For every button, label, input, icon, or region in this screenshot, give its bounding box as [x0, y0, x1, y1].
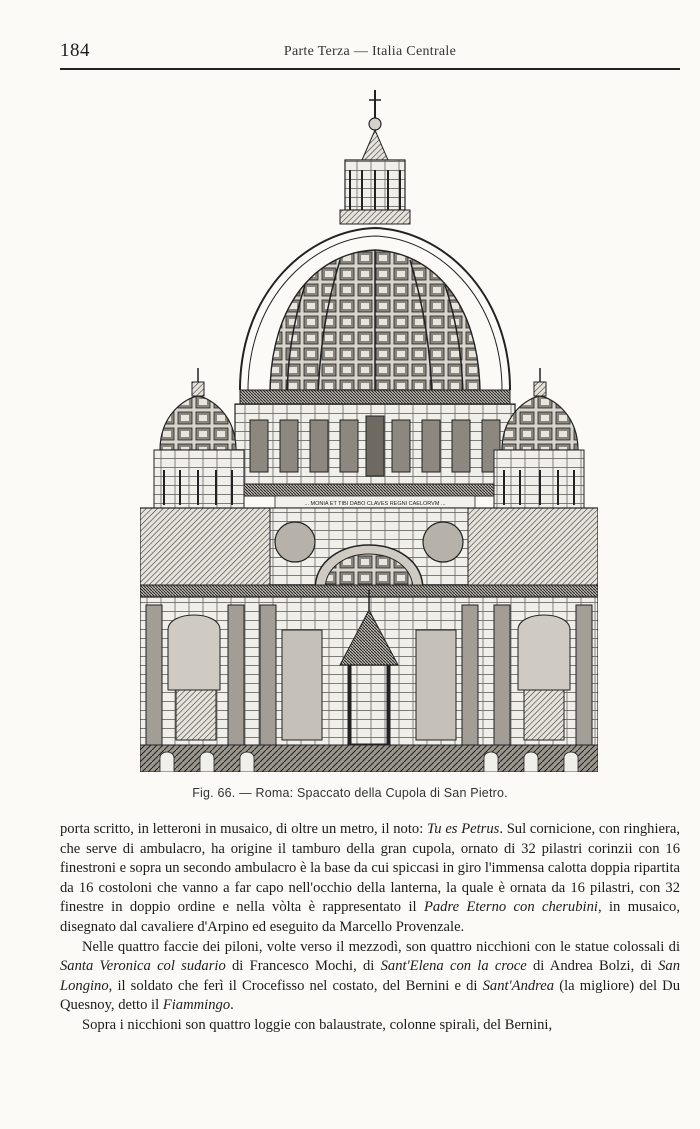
- italic-run: Fiammingo: [162, 997, 231, 1014]
- page-header: [60, 40, 680, 68]
- figure-engraving: [140, 90, 598, 772]
- text-run: Nelle quattro faccie dei piloni, volte verso il mezzodì, son quattro nicchioni con le statue colossali di: [82, 938, 680, 955]
- paragraph: [60, 1016, 680, 1036]
- running-head: Parte Terza — Italia Centrale: [283, 44, 457, 59]
- page-number: 184: [60, 40, 90, 61]
- italic-run: Sant'Andrea: [482, 977, 555, 994]
- text-run: . Sul cornicione, con ringhiera, che serve di ambulacro, ha origine il tamburo della gran cupola, ornato di 32 pilastri corinzii con 16 finestroni e sopra un secondo ambulacro è la base da cui spiccasi in giro l'immensa calotta doppia ripartita da 16 costoloni che vanno a far capo nell'occhio della lanterna, la quale è ornata da 16 pilastri, con 32 finestre in doppio ordine e nella vòlta è rappresentato il: [60, 821, 680, 916]
- text-run: (la migliore) del Du Quesnoy, detto il: [60, 977, 680, 1014]
- paragraph: [60, 820, 680, 938]
- italic-run: Santa Veronica col sudario: [60, 958, 226, 975]
- figure-caption: Fig. 66. — Roma: Spaccato della Cupola di San Pietro.: [192, 786, 508, 800]
- text-run: .: [230, 997, 234, 1014]
- text-run: , il soldato che ferì il Crocefisso nel costato, del Bernini e di: [108, 977, 483, 994]
- text-run: Sopra i nicchioni son quattro loggie con balaustrate, colonne spirali, del Bernini,: [82, 1016, 553, 1033]
- text-run: porta scritto, in letteroni in musaico, di oltre un metro, il noto:: [60, 821, 427, 837]
- paragraph: [60, 938, 680, 1016]
- body-text: [60, 820, 680, 1036]
- header-rule: [60, 68, 680, 70]
- italic-run: Sant'Elena con la croce: [380, 958, 527, 975]
- text-run: , in musaico, disegnato dal cavaliere d'Arpino ed eseguito da Marcello Provenzale.: [60, 899, 680, 935]
- text-run: di Francesco Mochi, di: [225, 958, 381, 975]
- italic-run: San Longino: [60, 958, 680, 994]
- dome-cross-section-illustration: [140, 90, 598, 772]
- italic-run: Padre Eterno con cherubini: [423, 899, 598, 916]
- text-run: di Andrea Bolzi, di: [526, 958, 659, 975]
- inscription-band: ... MONIA ET TIBI DABO CLAVES REGNI CAELORVM ...: [304, 501, 446, 507]
- italic-run: Tu es Petrus: [426, 821, 500, 837]
